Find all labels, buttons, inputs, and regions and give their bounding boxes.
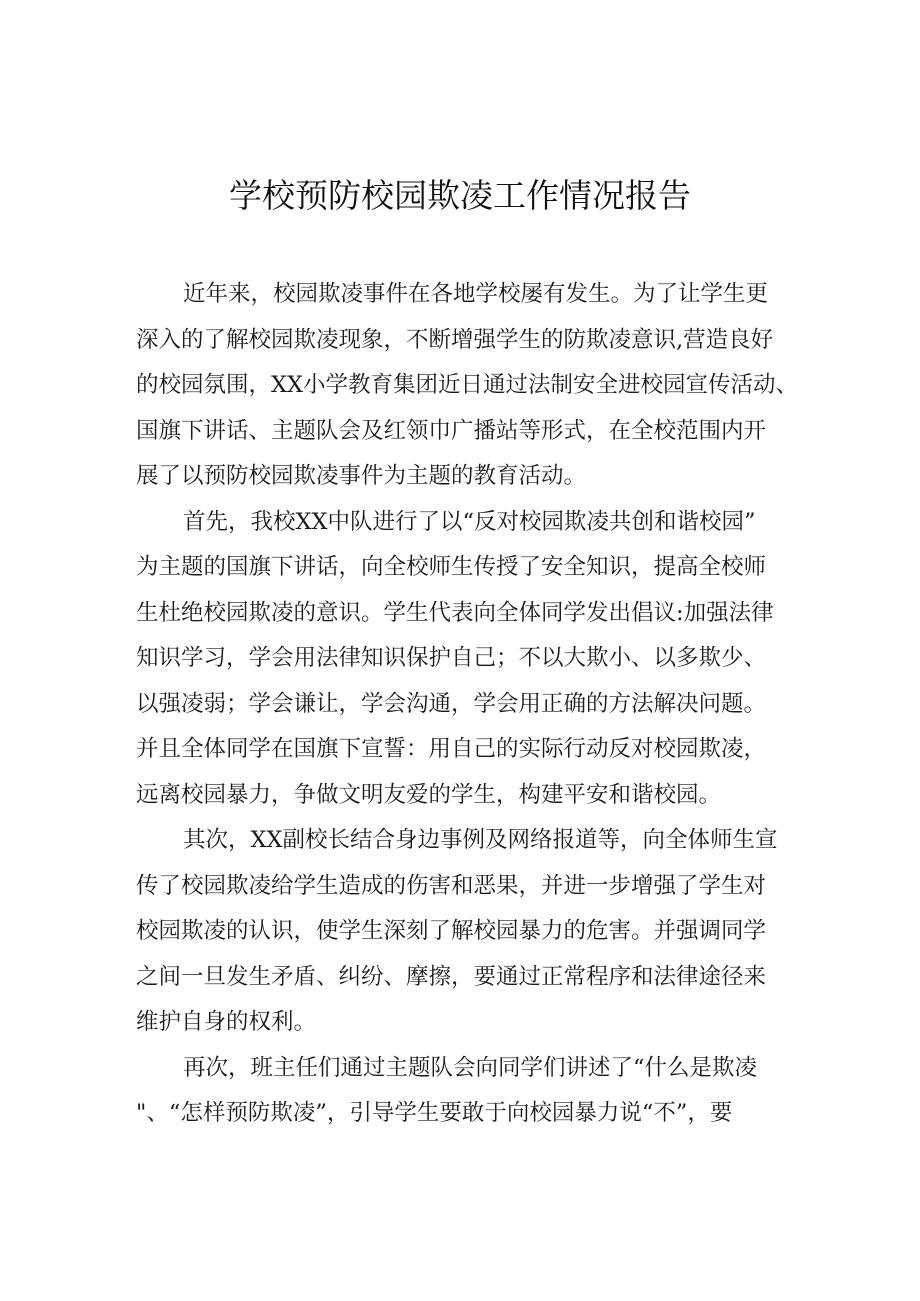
paragraph	[136, 272, 799, 500]
document-title: 学校预防校园欺凌工作情况报告	[229, 176, 691, 215]
text-line: 其次，XX副校长结合身边事例及网络报道等，向全体师生宣	[183, 827, 778, 853]
text-line: 知识学习，学会用法律知识保护自己；不以大欺小、以多欺少、	[136, 645, 767, 671]
text-line: 并且全体同学在国旗下宣誓：用自己的实际行动反对校园欺凌，	[136, 736, 767, 762]
text-line: 传了校园欺凌给学生造成的伤害和恶果，并进一步增强了学生对	[136, 872, 767, 899]
text-line: 以强凌弱；学会谦让，学会沟通，学会用正确的方法解决问题。	[136, 690, 767, 717]
document-body	[136, 272, 799, 1137]
text-line: 首先，我校XX中队进行了以“反对校园欺凌共创和谐校园”	[183, 508, 756, 535]
text-line: 之间一旦发生矛盾、纠纷、摩擦，要通过正常程序和法律途径来	[136, 963, 767, 990]
text-line: 生杜绝校园欺凌的意识。学生代表向全体同学发出倡议:加强法律	[136, 599, 774, 626]
text-line: "、“怎样预防欺凌”，引导学生要敢于向校园暴力说“不”，要	[136, 1100, 733, 1126]
text-line: 为主题的国旗下讲话，向全校师生传授了安全知识，提高全校师	[136, 554, 767, 580]
text-line: 展了以预防校园欺凌事件为主题的教育活动。	[136, 463, 587, 489]
text-line: 远离校园暴力，争做文明友爱的学生，构建平安和谐校园。	[136, 781, 722, 808]
text-line: 国旗下讲话、主题队会及红领巾广播站等形式，在全校范围内开	[136, 417, 767, 444]
text-line: 再次，班主任们通过主题队会向同学们讲述了“什么是欺凌	[183, 1054, 758, 1081]
paragraph	[136, 818, 796, 1046]
paragraph	[136, 1046, 796, 1137]
text-line: 近年来，校园欺凌事件在各地学校屡有发生。为了让学生更	[183, 281, 769, 307]
text-line: 的校园氛围，XX小学教育集团近日通过法制安全进校园宣传活动、	[136, 372, 799, 398]
text-line: 维护自身的权利。	[136, 1009, 317, 1035]
text-line: 深入的了解校园欺凌现象，不断增强学生的防欺凌意识,营造良好	[136, 326, 774, 353]
text-line: 校园欺凌的认识，使学生深刻了解校园暴力的危害。并强调同学	[136, 918, 767, 944]
paragraph	[136, 500, 796, 819]
